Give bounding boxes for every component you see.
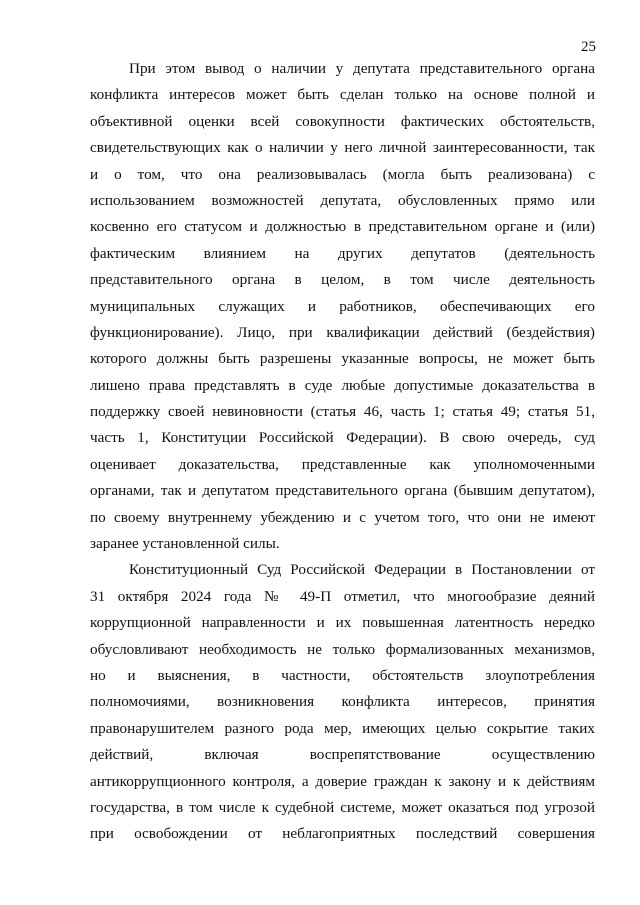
- text-line: использованием возможностей депутата, обусловленных прямо или: [90, 191, 595, 209]
- text-line: Конституционный Суд Российской Федерации в Постановлении от: [129, 561, 595, 579]
- text-line: 31 октября 2024 года № 49-П отметил, что многообразие деяний: [90, 587, 595, 605]
- text-line: лишено права представлять в суде любые допустимые доказательства в: [90, 376, 595, 394]
- text-line: поддержку своей невиновности (статья 46, часть 1; статья 49; статья 51,: [90, 403, 595, 421]
- text-line: антикоррупционного контроля, а доверие граждан к закону и к действиям: [90, 772, 595, 790]
- document-body: [90, 56, 595, 848]
- paragraph: [90, 56, 595, 557]
- text-line: и о том, что она реализовывалась (могла быть реализована) с: [90, 165, 595, 183]
- text-line: При этом вывод о наличии у депутата представительного органа: [129, 60, 595, 77]
- text-line: муниципальных служащих и работников, обеспечивающих его: [90, 297, 595, 315]
- text-line: функционирование). Лицо, при квалификации действий (бездействия): [90, 323, 595, 341]
- text-line: часть 1, Конституции Российской Федерации). В свою очередь, суд: [90, 429, 595, 447]
- paragraph: [90, 557, 595, 847]
- page-number: 25: [581, 39, 596, 55]
- text-line: косвенно его статусом и должностью в представительном органе и (или): [90, 218, 595, 236]
- text-line: государства, в том числе к судебной системе, может оказаться под угрозой: [90, 798, 595, 816]
- text-line: представительного органа в целом, в том числе деятельность: [90, 271, 595, 289]
- text-line: по своему внутреннему убеждению и с учетом того, что они не имеют: [90, 508, 595, 526]
- text-line: обусловливают необходимость не только формализованных механизмов,: [90, 640, 595, 658]
- text-line: но и выяснения, в частности, обстоятельств злоупотребления: [90, 666, 595, 684]
- text-line: заранее установленной силы.: [90, 535, 280, 553]
- text-line: действий, включая воспрепятствование осуществлению: [90, 746, 595, 764]
- text-line: оценивает доказательства, представленные как уполномоченными: [90, 455, 595, 473]
- text-line: фактическим влиянием на других депутатов (деятельность: [90, 244, 595, 262]
- text-line: коррупционной направленности и их повышенная латентность нередко: [90, 614, 595, 632]
- text-line: органами, так и депутатом представительного органа (бывшим депутатом),: [90, 482, 595, 500]
- text-line: которого должны быть разрешены указанные вопросы, не может быть: [90, 350, 595, 368]
- text-line: объективной оценки всей совокупности фактических обстоятельств,: [90, 112, 595, 130]
- text-line: полномочиями, возникновения конфликта интересов, принятия: [90, 693, 595, 711]
- text-line: при освобождении от неблагоприятных последствий совершения: [90, 825, 595, 843]
- text-line: правонарушителем разного рода мер, имеющих целью сокрытие таких: [90, 719, 595, 737]
- text-line: конфликта интересов может быть сделан только на основе полной и: [90, 86, 595, 104]
- text-line: свидетельствующих как о наличии у него личной заинтересованности, так: [90, 139, 595, 157]
